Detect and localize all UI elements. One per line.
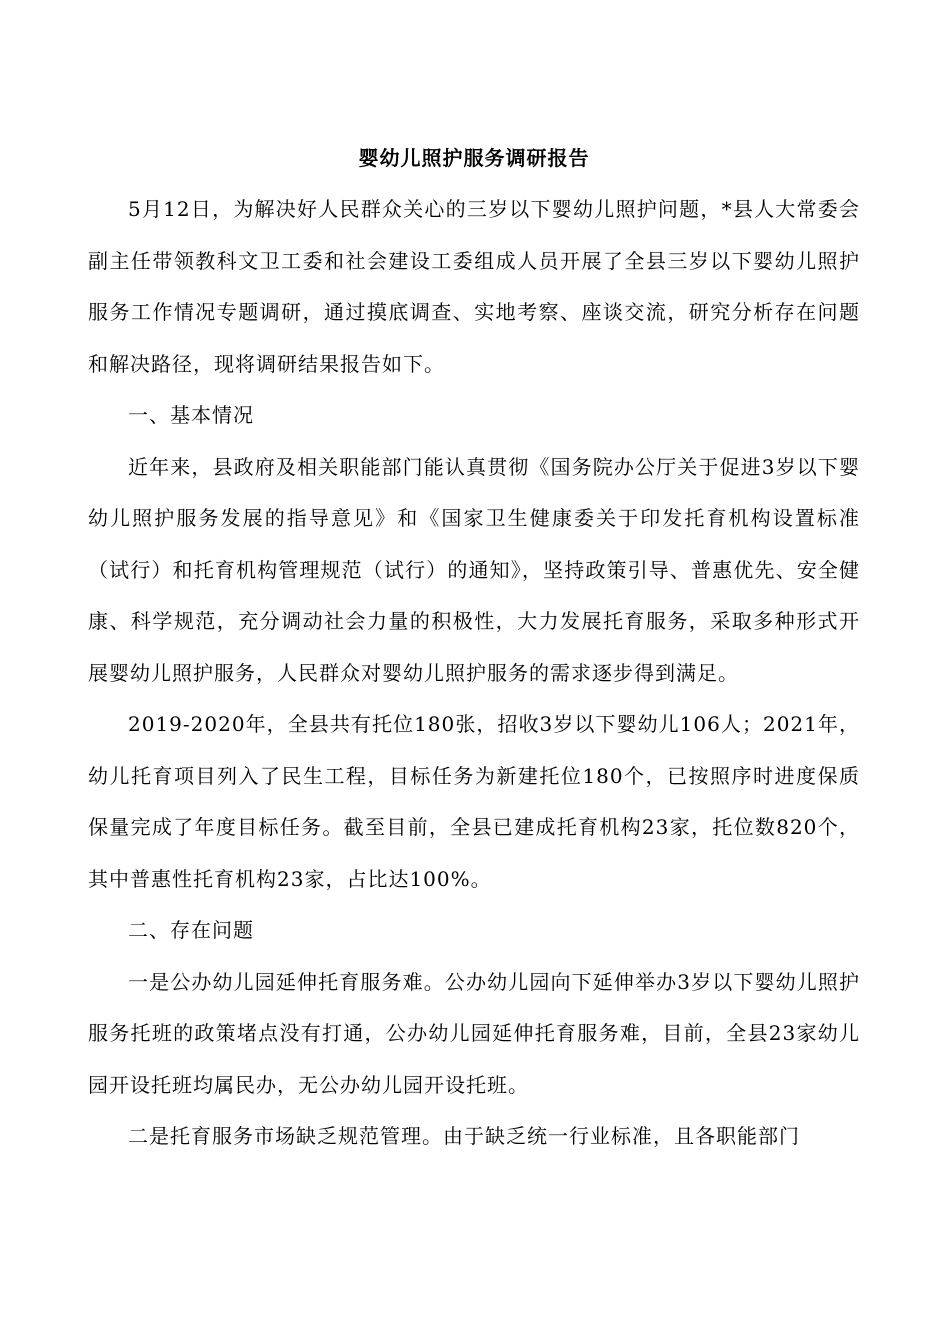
basic-situation-paragraph: 近年来，县政府及相关职能部门能认真贯彻《国务院办公厅关于促进3岁以下婴幼儿照护服务发展的指导意见》和《国家卫生健康委关于印发托育机构设置标准（试行）和托育机构管理规范（试行）的通知》，坚持政策引导、普惠优先、安全健康、科学规范，充分调动社会力量的积极性，大力发展托育服务，采取多种形式开展婴幼儿照护服务，人民群众对婴幼儿照护服务的需求逐步得到满足。 xyxy=(88,454,860,685)
problem-two-paragraph: 二是托育服务市场缺乏规范管理。由于缺乏统一行业标准，且各职能部门 xyxy=(128,1124,800,1148)
problem-one-paragraph: 一是公办幼儿园延伸托育服务难。公办幼儿园向下延伸举办3岁以下婴幼儿照护服务托班的政策堵点没有打通，公办幼儿园延伸托育服务难，目前，全县23家幼儿园开设托班均属民办，无公办幼儿园开设托班。 xyxy=(88,969,860,1097)
section-heading-problems: 二、存在问题 xyxy=(128,918,254,942)
section-heading-basic-situation: 一、基本情况 xyxy=(128,403,254,427)
statistics-paragraph: 2019-2020年，全县共有托位180张，招收3岁以下婴幼儿106人；2021年，幼儿托育项目列入了民生工程，目标任务为新建托位180个，已按照序时进度保质保量完成了年度目标任务。截至目前，全县已建成托育机构23家，托位数820个，其中普惠性托育机构23家，占比达100%。 xyxy=(88,712,860,891)
intro-paragraph: 5月12日，为解决好人民群众关心的三岁以下婴幼儿照护问题，*县人大常委会副主任带领教科文卫工委和社会建设工委组成人员开展了全县三岁以下婴幼儿照护服务工作情况专题调研，通过摸底调查、实地考察、座谈交流，研究分析存在问题和解决路径，现将调研结果报告如下。 xyxy=(88,197,860,376)
document-title: 婴幼儿照护服务调研报告 xyxy=(358,146,590,170)
